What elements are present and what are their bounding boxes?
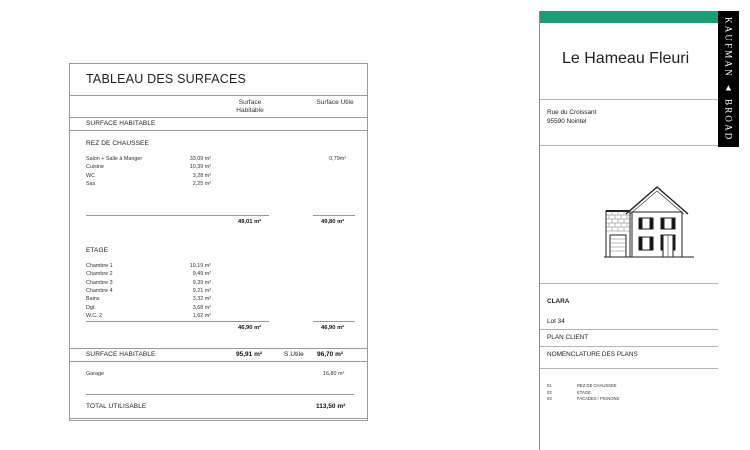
plan-name: REZ DE CHAUSSEE bbox=[577, 383, 617, 388]
room-name: Chambre 4 bbox=[86, 287, 113, 294]
room-name: WC bbox=[86, 172, 95, 179]
section-habitable-label: SURFACE HABITABLE bbox=[86, 120, 156, 127]
plan-number: 02 bbox=[547, 389, 552, 395]
room-habitable-area: 3,28 m² bbox=[192, 172, 211, 179]
plan-name: ETAGE bbox=[577, 389, 591, 395]
etage-total-habitable: 46,90 m² bbox=[238, 325, 262, 331]
room-habitable-area: 2,25 m² bbox=[192, 180, 211, 187]
room-name: Cuisine bbox=[86, 164, 104, 171]
garage-label: Garage bbox=[86, 371, 104, 377]
divider bbox=[70, 95, 367, 96]
surface-table bbox=[69, 63, 368, 421]
project-name: Le Hameau Fleuri bbox=[562, 50, 690, 67]
divider bbox=[540, 99, 718, 100]
room-name: Chambre 2 bbox=[86, 271, 113, 278]
house-elevation-illustration bbox=[604, 184, 694, 262]
room-habitable-area: 10,39 m² bbox=[189, 164, 211, 171]
room-name: Chambre 3 bbox=[86, 279, 113, 286]
room-name: W.C. 2 bbox=[86, 312, 103, 319]
room-habitable-area: 3,32 m² bbox=[192, 296, 211, 303]
room-name: Sas bbox=[86, 180, 96, 187]
subtotal-line bbox=[86, 215, 269, 216]
subtotal-line bbox=[86, 321, 269, 322]
divider bbox=[86, 394, 354, 395]
garage-value: 16,80 m² bbox=[323, 371, 345, 377]
divider bbox=[70, 348, 367, 349]
divider bbox=[70, 117, 367, 118]
divider bbox=[540, 329, 718, 330]
brand-strip bbox=[718, 11, 739, 147]
plan-number: 03 bbox=[547, 396, 552, 401]
rdc-label: REZ DE CHAUSSEE bbox=[86, 140, 149, 147]
subtotal-line bbox=[313, 321, 355, 322]
plan-type: PLAN CLIENT bbox=[547, 334, 589, 341]
divider bbox=[540, 145, 718, 146]
room-habitable-area: 9,39 m² bbox=[192, 279, 211, 286]
total-value: 113,50 m² bbox=[316, 403, 346, 410]
divider bbox=[70, 418, 367, 419]
divider bbox=[70, 361, 367, 362]
etage-label: ETAGE bbox=[86, 247, 109, 254]
room-utile-area: 0,79m² bbox=[329, 156, 346, 162]
divider bbox=[540, 346, 718, 347]
subtotal-line bbox=[313, 215, 355, 216]
room-name: Chambre 1 bbox=[86, 263, 113, 269]
room-habitable-area: 3,68 m² bbox=[192, 304, 211, 311]
rdc-total-habitable: 49,01 m² bbox=[238, 219, 262, 225]
room-habitable-area: 10,19 m² bbox=[189, 263, 211, 269]
summary-habitable: 95,91 m² bbox=[236, 351, 263, 358]
plan-name: FACADES / PIGNONS bbox=[577, 396, 620, 401]
accent-band bbox=[540, 11, 718, 23]
nomenclature-heading: NOMENCLATURE DES PLANS bbox=[547, 351, 638, 358]
total-label: TOTAL UTILISABLE bbox=[86, 403, 147, 410]
summary-utile-label: S.Utile bbox=[284, 351, 304, 358]
room-name: Bains bbox=[86, 296, 100, 303]
address-line-1: Rue du Croissant bbox=[547, 109, 597, 116]
title-block bbox=[539, 11, 738, 450]
etage-total-utile: 46,90 m² bbox=[321, 325, 345, 331]
room-habitable-area: 33,09 m² bbox=[189, 156, 211, 162]
room-name: Dgt. bbox=[86, 304, 96, 311]
table-title: TABLEAU DES SURFACES bbox=[86, 72, 247, 86]
column-header-utile: Surface Utile bbox=[316, 99, 354, 106]
lot-number: Lot 34 bbox=[547, 318, 565, 325]
summary-label: SURFACE HABITABLE bbox=[86, 351, 156, 358]
divider bbox=[70, 130, 367, 131]
divider bbox=[540, 368, 718, 369]
divider bbox=[540, 283, 718, 284]
address-line-2: 95590 Nointel bbox=[547, 118, 587, 125]
model-name: CLARA bbox=[547, 298, 570, 305]
summary-utile: 96,70 m² bbox=[317, 351, 344, 358]
room-habitable-area: 9,21 m² bbox=[192, 287, 211, 294]
plan-number: 01 bbox=[547, 383, 552, 388]
column-header-habitable: Surface Habitable bbox=[236, 99, 264, 114]
room-name: Salon + Salle à Manger bbox=[86, 156, 143, 162]
room-habitable-area: 1,62 m² bbox=[192, 312, 211, 319]
room-habitable-area: 9,49 m² bbox=[192, 271, 211, 278]
rdc-total-utile: 49,80 m² bbox=[321, 219, 345, 225]
brand-logo: KAUFMAN ▲ BROAD bbox=[723, 16, 734, 142]
